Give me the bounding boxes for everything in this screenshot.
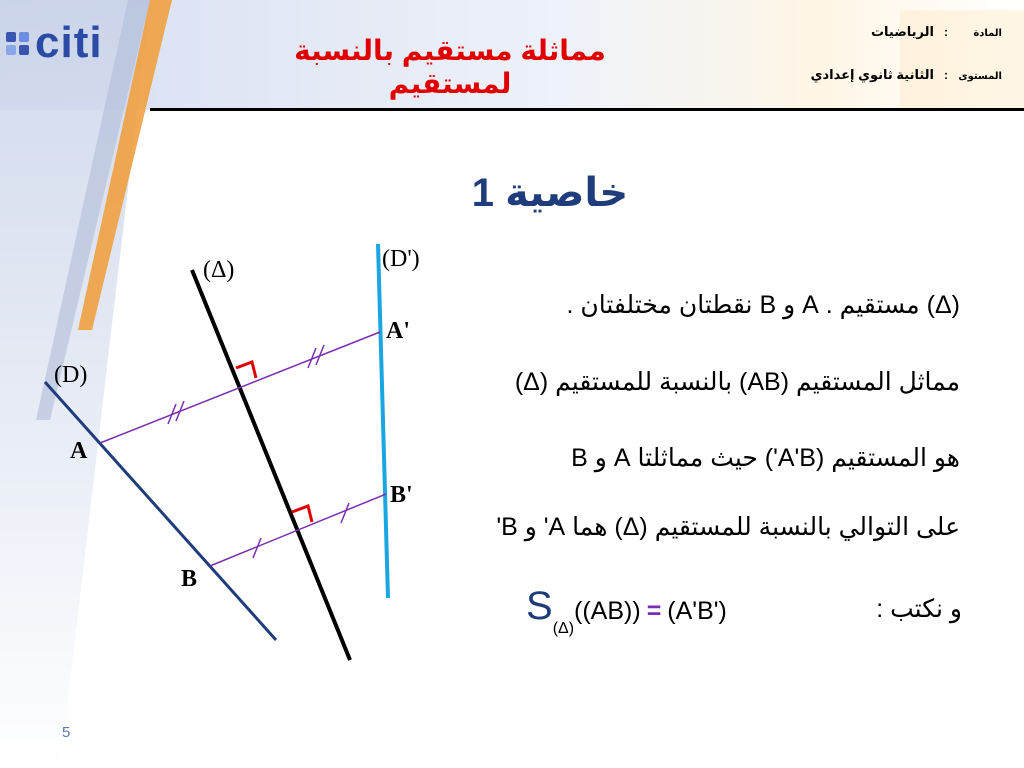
subject-value: الرياضيات (870, 24, 934, 39)
line-delta (192, 270, 350, 660)
label-d-prime: (D') (382, 246, 420, 272)
label-point-a: A (70, 438, 88, 464)
slide-title: مماثلة مستقيم بالنسبة لمستقيم (294, 35, 606, 99)
subject-label: المادة (973, 28, 1002, 39)
formula-result: (A'B') (667, 597, 727, 625)
equal-marks-lower (253, 503, 349, 558)
line-d-prime (378, 244, 388, 598)
level-value: الثانية ثانوي إعدادي (810, 67, 934, 82)
formula-label: و نكتب : (876, 595, 962, 623)
level-separator: : (944, 68, 948, 82)
label-d: (D) (54, 362, 88, 388)
label-point-b-prime: B' (390, 482, 413, 508)
formula-symbol: S (526, 584, 553, 628)
property-title: خاصية 1 (471, 171, 629, 215)
page-number: 5 (62, 724, 71, 741)
segment-b-b-prime (210, 494, 386, 566)
right-angle-mark-upper (236, 362, 256, 378)
formula-equals: = (646, 597, 662, 625)
statement-line-2: مماثل المستقيم (AB) بالنسبة للمستقيم (Δ) (514, 368, 960, 396)
label-point-a-prime: A' (386, 318, 410, 344)
formula-subscript: (Δ) (552, 620, 575, 637)
formula-argument: ((AB)) (574, 597, 641, 625)
symmetry-formula (526, 584, 727, 638)
subject-separator: : (944, 25, 948, 39)
label-delta: (Δ) (203, 257, 235, 283)
line-d (45, 382, 276, 640)
statement-line-3: هو المستقيم (A'B') حيث مماثلتا A و B (571, 444, 960, 472)
statement-line-1: (Δ) مستقيم . A و B نقطتان مختلفتان . (566, 291, 960, 319)
statement-line-4: على التوالي بالنسبة للمستقيم (Δ) هما A' و B' (496, 513, 960, 541)
logo-text: citi (35, 18, 103, 67)
level-label: المستوى (958, 71, 1002, 82)
label-point-b: B (181, 566, 198, 592)
segment-a-a-prime (100, 332, 380, 443)
